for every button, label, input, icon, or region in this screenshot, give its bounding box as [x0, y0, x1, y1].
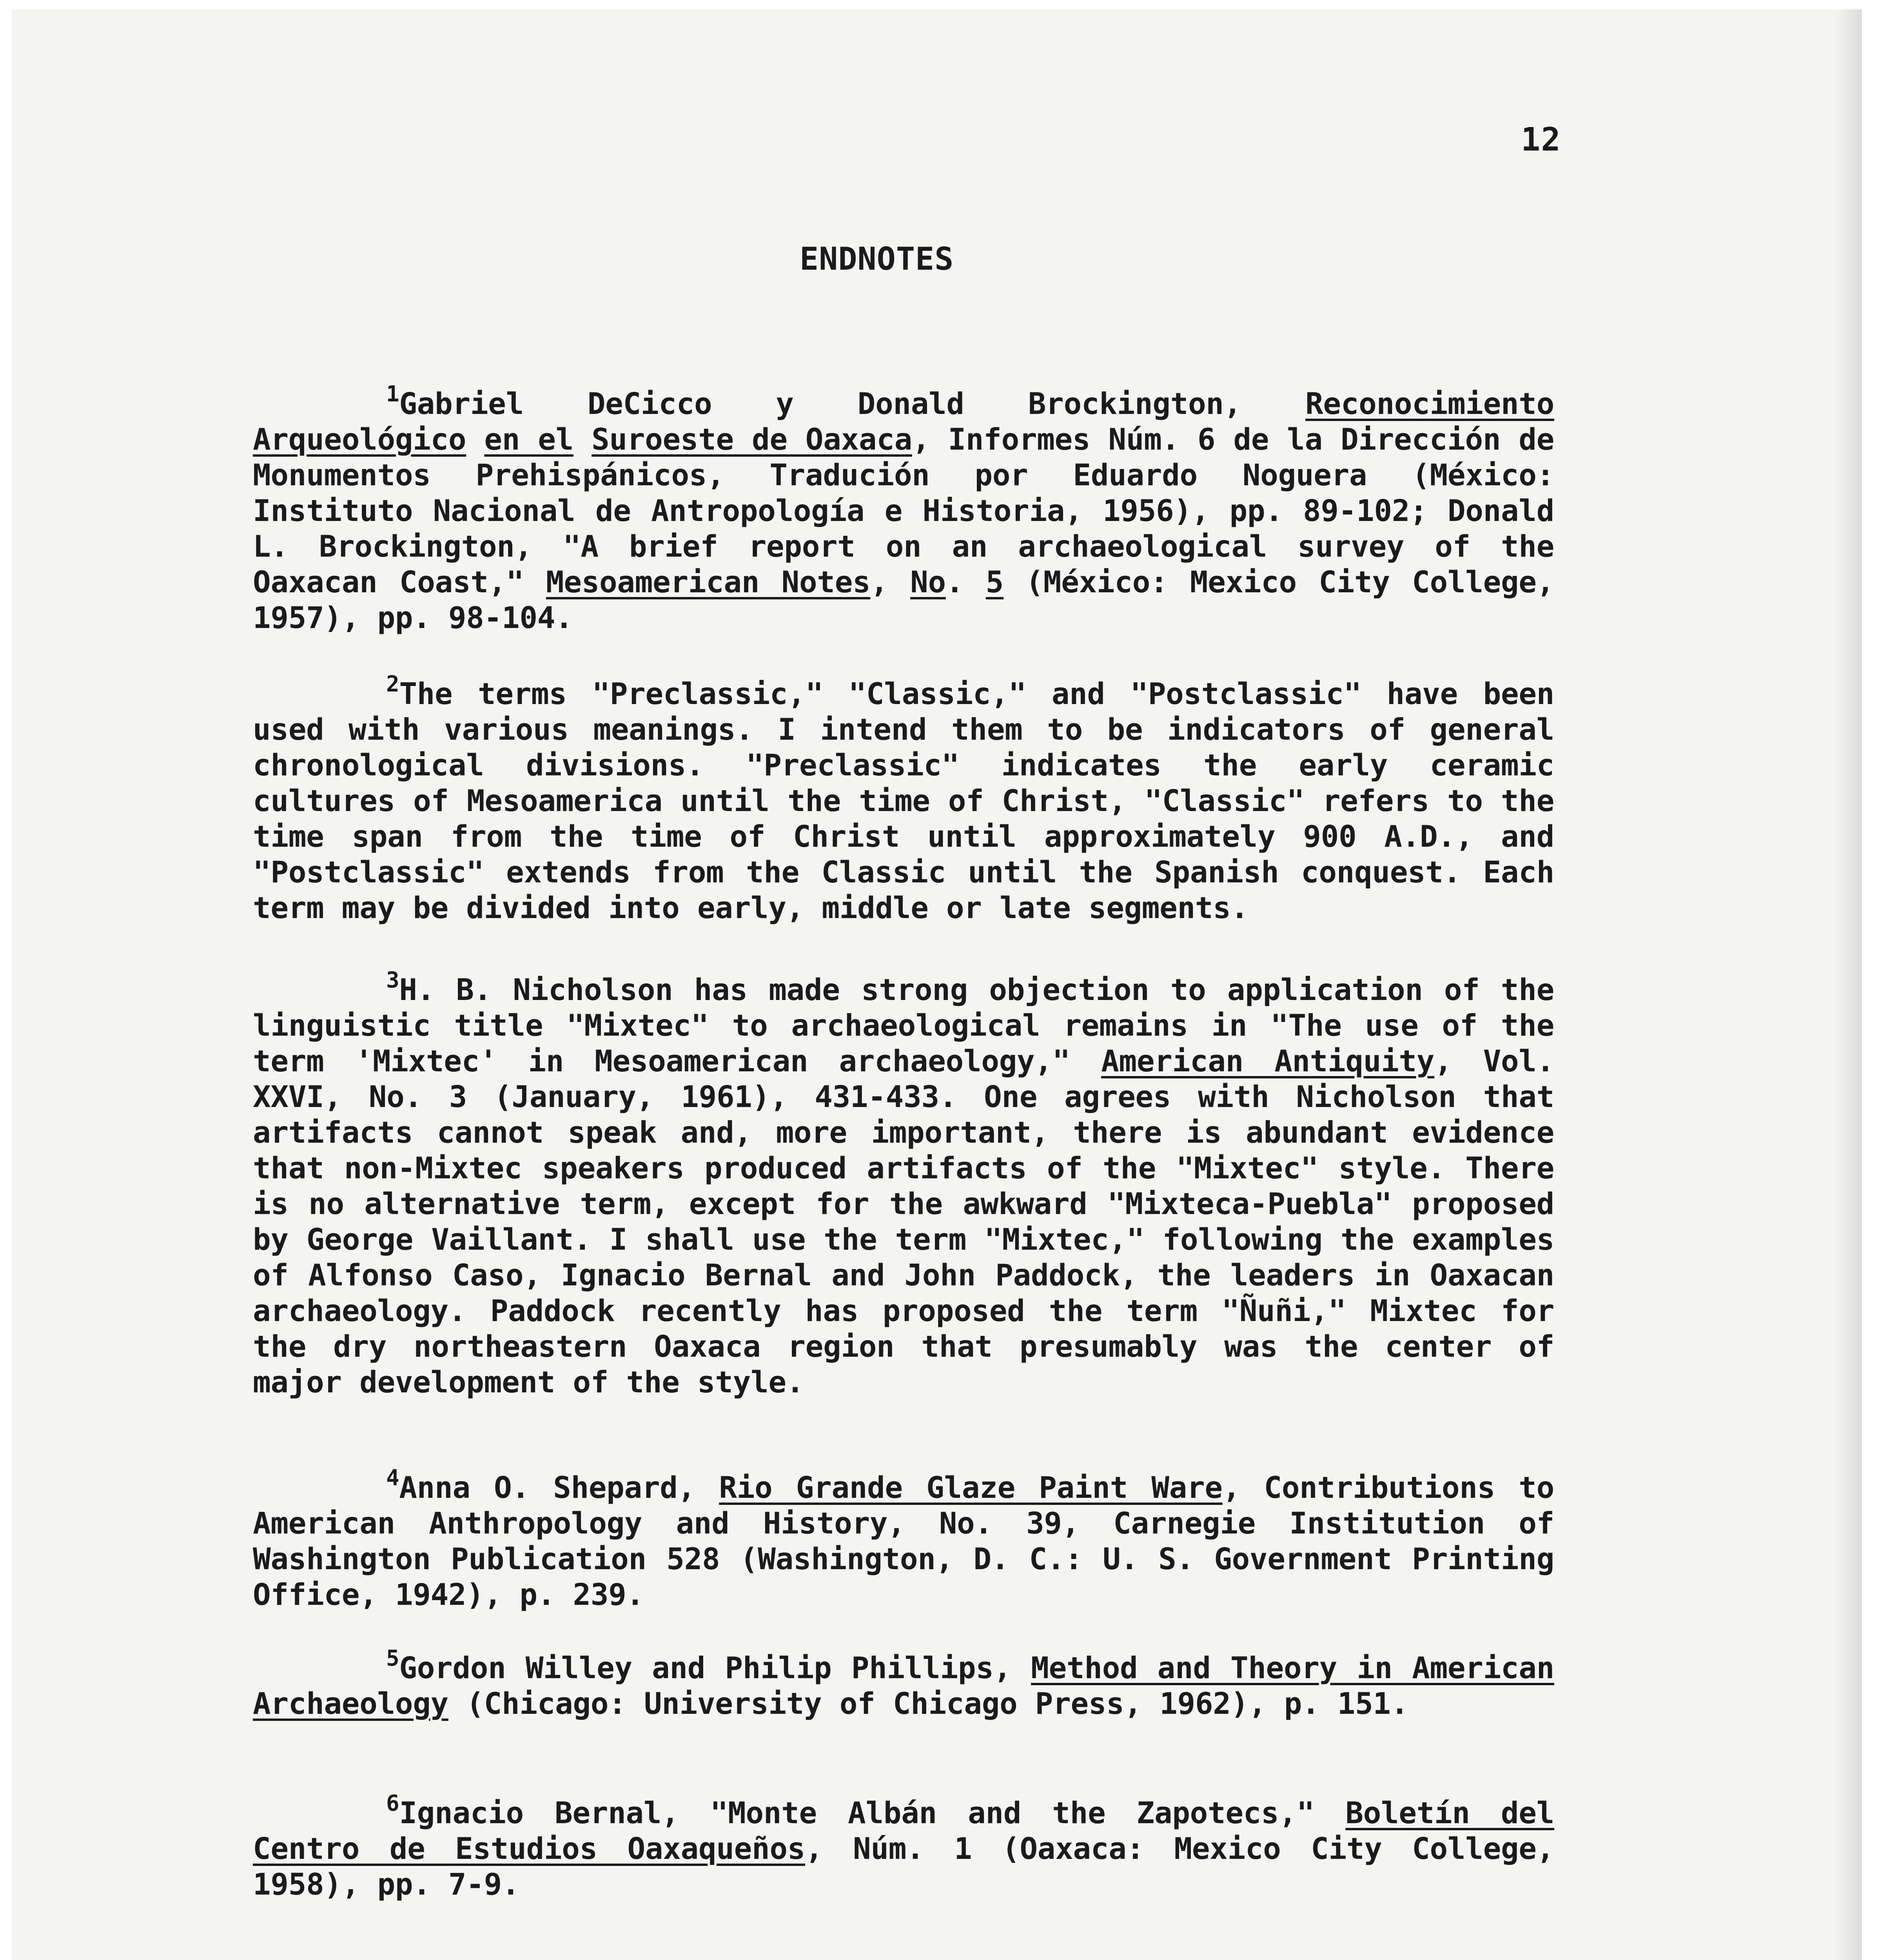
underlined-title: Suroeste de Oaxaca: [592, 422, 912, 457]
scanned-page: [12, 9, 1862, 1960]
underlined-title: Mesoamerican Notes: [546, 564, 871, 599]
endnote-4: [253, 1465, 1555, 1612]
underlined-title: en el: [484, 422, 573, 457]
underlined-title: Method and Theory in American Archaeology: [253, 1650, 1554, 1721]
endnote-text: , Informes Núm. 6 de la Dirección de Monumentos Prehispánicos, Tradución por Eduardo Noguera (México: Instituto Nacional de Antropología e Historia, 1956), pp. 89-102; Donald L. Brockington, "A brief report on an archaeological survey of the Oaxacan Coast,": [253, 422, 1554, 599]
underlined-title: Rio Grande Glaze Paint Ware: [719, 1470, 1223, 1505]
endnote-text: Gordon Willey and Philip Phillips,: [399, 1650, 1031, 1685]
endnote-6: [253, 1791, 1554, 1902]
underlined-title: 5: [985, 564, 1004, 599]
endnote-text: , Contributions to American Anthropology and History, No. 39, Carnegie Institution of Washington Publication 528 (Washington, D. C.: U. S. Government Printing Office, 1942), p. 239.: [253, 1470, 1555, 1612]
endnote-text: ,: [870, 564, 911, 599]
page-number: 12: [1521, 121, 1561, 158]
underlined-title: No: [910, 564, 946, 599]
endnote-text: Gabriel DeCicco y Donald Brockington,: [399, 386, 1306, 421]
endnote-text: (México: Mexico City College, 1957), pp. 98-104.: [253, 564, 1554, 635]
underlined-title: Boletín del Centro de Estudios Oaxaqueños: [253, 1795, 1554, 1866]
endnote-text: The terms "Preclassic," "Classic," and "Postclassic" have been used with various meanings. I intend them to be indicators of general chronological divisions. "Preclassic" indicates the early ceramic cultures of Mesoamerica until the time of Christ, "Classic" refers to the time span from the time of Christ until approximately 900 A.D., and "Postclassic" extends from the Classic until the Spanish conquest. Each term may be divided into early, middle or late segments.: [253, 676, 1554, 925]
endnote-text: [466, 422, 484, 457]
endnote-text: , Núm. 1 (Oaxaca: Mexico City College, 1958), pp. 7-9.: [253, 1831, 1554, 1902]
endnote-3: [253, 967, 1554, 1400]
endnote-1: [253, 381, 1554, 635]
scan-shadow-right: [1835, 9, 1862, 1960]
endnote-marker: 4: [386, 1465, 399, 1491]
endnote-2: [253, 671, 1554, 926]
endnote-text: (Chicago: University of Chicago Press, 1962), p. 151.: [448, 1686, 1409, 1721]
endnote-text: Ignacio Bernal, "Monte Albán and the Zapotecs,": [399, 1795, 1346, 1830]
endnote-marker: 6: [386, 1791, 399, 1816]
page-title: ENDNOTES: [800, 241, 954, 277]
underlined-title: American Antiquity: [1101, 1044, 1435, 1078]
underlined-title: Reconocimiento Arqueológico: [253, 386, 1554, 457]
endnote-text: .: [945, 564, 986, 599]
endnote-5: [253, 1646, 1554, 1721]
endnote-marker: 5: [386, 1646, 399, 1671]
endnote-text: H. B. Nicholson has made strong objection to application of the linguistic title "Mixtec" to archaeological remains in "The use of the term 'Mixtec' in Mesoamerican archaeology,": [253, 972, 1554, 1078]
endnote-marker: 2: [386, 671, 399, 697]
endnote-text: Anna O. Shepard,: [399, 1470, 719, 1505]
endnote-marker: 3: [386, 967, 399, 993]
endnote-text: [573, 422, 592, 457]
endnote-marker: 1: [386, 381, 399, 407]
endnote-text: , Vol. XXVI, No. 3 (January, 1961), 431-433. One agrees with Nicholson that artifacts cannot speak and, more important, there is abundant evidence that non-Mixtec speakers produced artifacts of the "Mixtec" style. There is no alternative term, except for the awkward "Mixteca-Puebla" proposed by George Vaillant. I shall use the term "Mixtec," following the examples of Alfonso Caso, Ignacio Bernal and John Paddock, the leaders in Oaxacan archaeology. Paddock recently has proposed the term "Ñuñi," Mixtec for the dry northeastern Oaxaca region that presumably was the center of major development of the style.: [253, 1044, 1554, 1399]
